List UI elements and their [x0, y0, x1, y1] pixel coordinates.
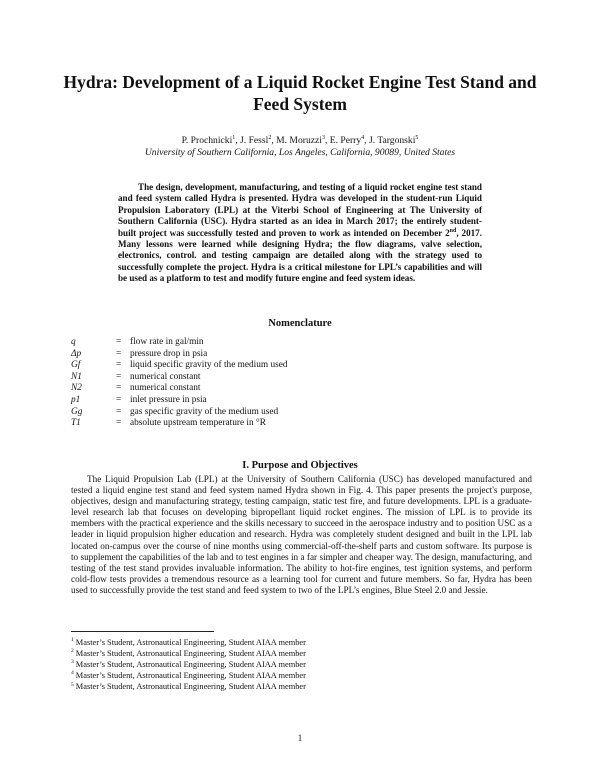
nomenclature-symbol: N2 [71, 383, 82, 394]
footnote-divider [71, 631, 214, 632]
abstract [118, 182, 482, 285]
nomenclature-item: Gf = liquid specific gravity of the medium used [71, 360, 288, 371]
abstract-text: The design, development, manufacturing, and testing of a liquid rocket engine test stand and feed system called Hydra is presented. Hydra was developed in the student-run Liquid Propulsion Laboratory (LPL) at the Viterbi School of Engineering at The University of Southern California (USC). Hydra started as an idea in March 2017; the entirely student-built project was successfully tested and proven to work as intended on December 2nd, 2017. Many lessons were learned while designing Hydra; the flow diagrams, valve selection, electronics, control. and testing campaign are detailed along with the strategy used to successfully complete the project. Hydra is a critical milestone for LPL’s capabilities and will be used as a platform to test and modify future engine and feed system ideas. [118, 182, 482, 284]
nomenclature-item: N1 = numerical constant [71, 371, 201, 382]
nomenclature-desc: numerical constant [130, 371, 201, 382]
nomenclature-list [71, 337, 288, 430]
section-body [71, 474, 532, 596]
footnote: $^4$ Master’s Student, Astronautical Engineering, Student AIAA member [71, 670, 306, 681]
body-paragraph: The Liquid Propulsion Lab (LPL) at the University of Southern California (USC) has developed manufactured and tested a liquid engine test stand and feed system named Hydra shown in Fig. 4. This paper presents the project's purpose, objectives, design and manufacturing strategy, testing campaign, static test fire, and future developments. LPL is a graduate-level research lab that focuses on developing bipropellant liquid rocket engines. The mission of LPL is to provide its members with the practical experience and the skills necessary to succeed in the aerospace industry and to position USC as a leader in liquid propulsion higher education and research. Hydra was completely student designed and built in the LPL lab located on-campus over the course of nine months using commercial-off-the-shelf parts and custom software. Its purpose is to supplement the capabilities of the lab and to test engines in a far simpler and cheaper way. The design, manufacturing, and testing of the test stand provides invaluable information. The ability to hot-fire engines, test ignition systems, and perform cold-flow tests provides a tremendous resource as a learning tool for current and future members. So far, Hydra has been used to successfully provide the test stand and feed system to two of the LPL’s engines, Blue Steel 2.0 and Jessie. [71, 474, 532, 595]
nomenclature-item: Gg = gas specific gravity of the medium used [71, 406, 279, 417]
nomenclature-desc: gas specific gravity of the medium used [130, 406, 279, 417]
author-list: P. Prochnicki$^1$, J. Fessl$^2$, M. Moruzzi$^3$, E. Perry$^4$, J. Targonski$^5$ [181, 134, 419, 146]
nomenclature-item: T1 = absolute upstream temperature in °R [71, 418, 266, 429]
nomenclature-desc: absolute upstream temperature in °R [130, 418, 266, 429]
nomenclature-symbol: Δp [71, 348, 82, 359]
author-4: E. Perry$^4$ [329, 134, 365, 146]
footnote: $^3$ Master’s Student, Astronautical Engineering, Student AIAA member [71, 659, 306, 670]
nomenclature-desc: pressure drop in psia [130, 348, 208, 359]
author-3: M. Moruzzi$^3$ [276, 134, 325, 146]
footnote: $^5$ Master’s Student, Astronautical Engineering, Student AIAA member [71, 681, 306, 692]
nomenclature-desc: inlet pressure in psia [130, 394, 207, 405]
affiliation: University of Southern California, Los Angeles, California, 90089, United States [144, 147, 456, 158]
nomenclature-symbol: Gf [71, 360, 81, 371]
nomenclature-heading: Nomenclature [268, 318, 332, 329]
nomenclature-symbol: N1 [71, 371, 82, 382]
footnote: $^2$ Master’s Student, Astronautical Engineering, Student AIAA member [71, 648, 306, 659]
nomenclature-symbol: q [71, 337, 76, 347]
nomenclature-item: p1 = inlet pressure in psia [71, 394, 207, 405]
footnotes [71, 637, 306, 692]
section-heading: I. Purpose and Objectives [242, 460, 358, 471]
nomenclature-symbol: Gg [71, 406, 83, 417]
nomenclature-symbol: T1 [71, 418, 81, 429]
footnote: $^1$ Master’s Student, Astronautical Engineering, Student AIAA member [71, 637, 306, 647]
nomenclature-symbol: p1 [71, 394, 81, 405]
nomenclature-desc: flow rate in gal/min [130, 337, 204, 347]
paper-title: Hydra: Development of a Liquid Rocket Engine Test Stand and Feed System [63, 72, 537, 114]
nomenclature-item: q = flow rate in gal/min [71, 337, 204, 347]
author-5: J. Targonski$^5$ [368, 134, 419, 146]
author-1: P. Prochnicki$^1$ [181, 134, 236, 146]
nomenclature-item: Δp = pressure drop in psia [71, 348, 208, 359]
nomenclature-item: N2 = numerical constant [71, 383, 201, 394]
author-2: J. Fessl$^2$ [240, 134, 272, 146]
page-number: 1 [297, 733, 303, 743]
nomenclature-desc: liquid specific gravity of the medium used [130, 360, 288, 371]
nomenclature-desc: numerical constant [130, 383, 201, 394]
